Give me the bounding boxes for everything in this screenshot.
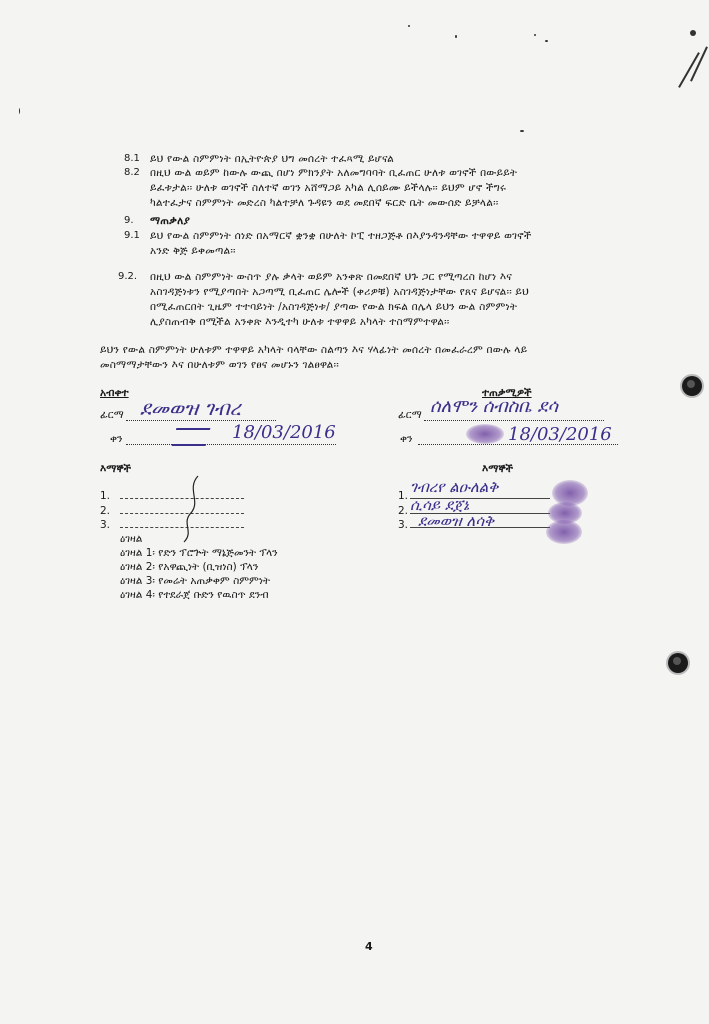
right-party-title: ተጠቃሚዎች [482,387,532,399]
left-date-line [126,444,336,445]
attachments-title: ዕገዛል [120,533,143,545]
section-text-line: ይህ የውል ስምምነት ሰነድ በአማርኛ ቋንቋ በሁለት ኮፒ ተዘጋጅቶ በእያንዳንዳቸው ተዋዋይ ወገኖች [150,230,532,242]
scan-speck [455,35,457,38]
witness-number: 3. [100,519,111,531]
scan-speck [690,30,696,36]
section-text-line: በዚህ ውል ወይም ከውሉ ውጪ በሆነ ምክንያት አለመግባባት ቢፈጠር ሁለቱ ወገኖች በውይይት [150,167,518,179]
witness-scribble [176,474,206,544]
section-text-line: በዚህ ውል ስምምነት ውስጥ ያሉ ቃላት ወይም አንቀጽ በመደበኛ ህጉ ጋር የሚጣረስ ከሆነ እና [150,271,513,283]
scan-speck [545,40,548,42]
left-party-title: አብቀተ [100,387,129,399]
section-number: 8.1 [124,153,140,164]
witness-number: 2. [100,505,111,517]
attachment-item: ዕገዛል 3፡ የመሬት አጠቃቀም ስምምነት [120,575,271,587]
witness-number: 1. [398,490,409,502]
right-sign-label: ፊርማ [398,409,422,421]
section-text-line: ካልተፈታና ስምምነት መድረስ ካልተቻለ ጉዳዩን ወደ መደበኛ ፍርድ ቤት መውሰድ ይቻላል፡፡ [150,197,499,209]
right-witness-signature: ደመወዝ ለሳቅ [418,512,495,530]
right-sign-line [424,420,604,421]
thumbprint-stamp [546,520,582,544]
witness-number: 1. [100,490,111,502]
attachment-item: ዕገዛል 2፡ የአዋጪነት (ቢዝነስ) ፕላን [120,561,259,573]
section-number: 9. [124,215,134,226]
thumbprint-stamp [466,424,504,444]
section-number: 9.2. [118,271,138,282]
left-date-label: ቀን [110,433,123,445]
attachment-item: ዕገዛል 1፡ የድን ፕሮጕት ማኔጅመንት ፕላን [120,547,278,559]
right-witness-signature: ሲሳይ ደጀኔ [410,496,470,514]
scan-speck [534,34,536,36]
scan-speck [408,25,410,27]
attachment-item: ዕገዛል 4፡ የተደራጀ ቡድን የዉስጥ ደንብ [120,589,269,601]
witness-number: 3. [398,519,409,531]
section-number: 9.1 [124,230,140,241]
section-text-line: ይህ የውል ስምምነት በኢትዮጵያ ህግ መሰረት ተፈጻሚ ይሆናል [150,153,394,165]
left-sign-line [126,420,276,421]
right-date-handwritten: 18/03/2016 [508,424,612,445]
left-signature: ደመወዝ ገብረ [140,396,241,420]
witness-number: 2. [398,505,409,517]
section-text-line: ይፈቱታል፡፡ ሁለቱ ወገኖች ስለተኛ ወገን አሸማጋይ አካል ሊሰይሙ ይችላሉ፡፡ ይህም ሆኖ ችግሩ [150,182,507,194]
left-date-scribble [172,428,211,446]
left-sign-label: ፊርማ [100,409,124,421]
section-text-line: በሚፈጠርበት ጊዜም ተተባይነት /አስገዳጅነቱ/ ያጣው የውል ክፍል በሌላ ይህን ውል ስምምነት [150,301,518,313]
left-witnesses-title: እማኞች [100,463,132,475]
punch-hole [668,653,688,673]
right-witnesses-title: እማኞች [482,463,514,475]
scan-speck [19,108,20,114]
scan-speck [520,130,524,132]
section-text-line: አንድ ቅጅ ይቀመጣል፡፡ [150,245,236,257]
right-signature: ሰለሞን ሰብስቤ ደሳ [430,396,558,417]
right-witness-signature: ገብረየ ልዑለልቅ [410,478,499,496]
closing-text-line: ይህን የውል ስምምነት ሁለቱም ተዋዋይ አካላት ባላቸው ስልጣን እና ሃላፊነት መሰረት በመፈራረም በውሉ ላይ [100,344,528,356]
page-number: 4 [365,940,373,953]
section-text-line: አስገዳጅነቱን የሚያጣበት አጋጣሚ ቢፈጠር ሌሎች (ቀሪዎቹ) አስገዳጅነታቸው የጸና ይሆናል፡፡ ይህ [150,286,529,298]
section-text-line: ሊያስጠብቅ በሚችል አንቀጽ እንዲተካ ሁለቱ ተዋዋይ አካላት ተስማምተዋል፡፡ [150,316,450,328]
closing-text-line: መስማማታቸውን እና በሁለቱም ወገን የፀና መሆኑን ገልፀዋል፡፡ [100,359,339,371]
section-number: 8.2 [124,167,140,178]
left-date-handwritten: 18/03/2016 [232,422,336,443]
punch-hole [682,376,702,396]
right-date-label: ቀን [400,433,413,445]
section-heading: ማጠቃለያ [150,215,191,227]
